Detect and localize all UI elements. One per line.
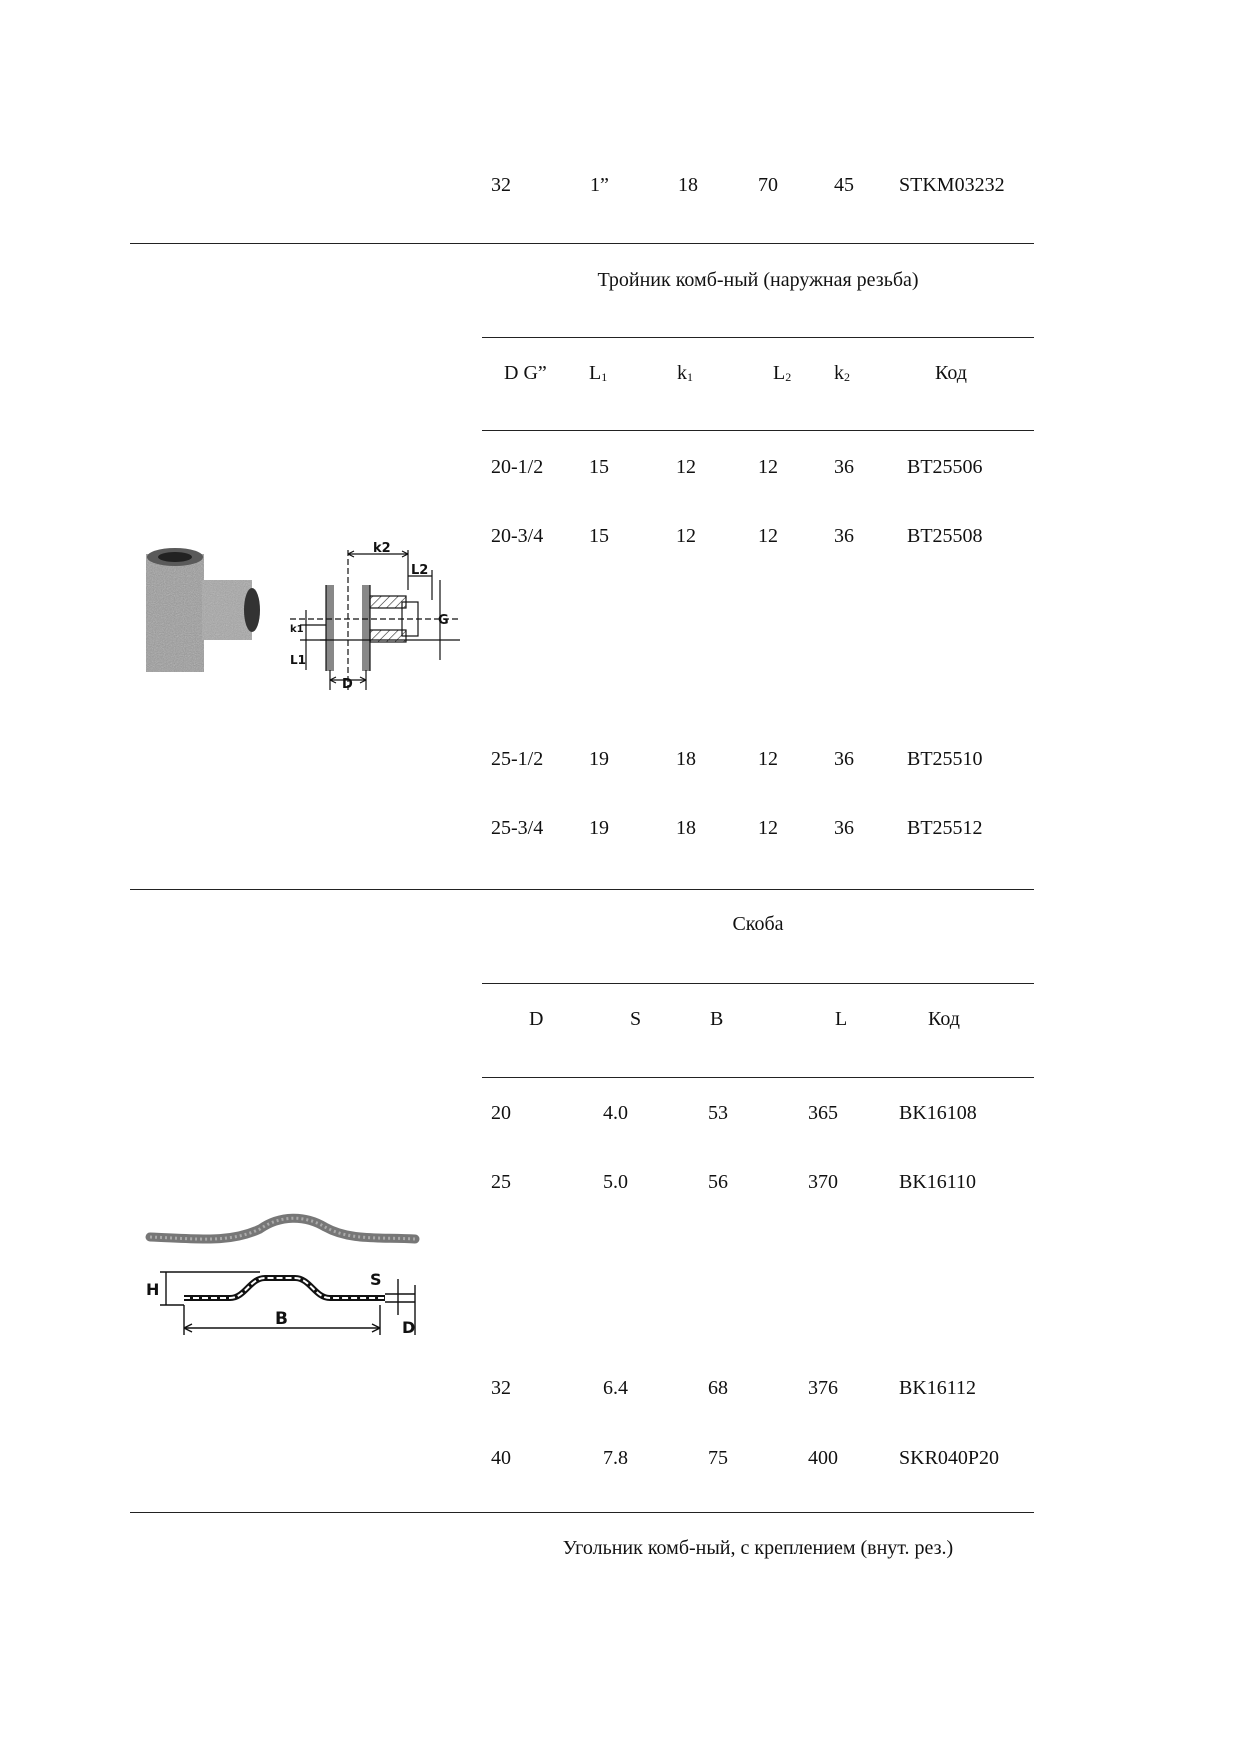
cell: 19 [589,817,609,839]
header-cell: Код [928,1008,960,1030]
cell: 36 [834,817,854,839]
section-title-elbow: Угольник комб-ный, с креплением (внут. рез.) [562,1537,954,1559]
cell: BT25506 [907,456,983,478]
cell: 1” [590,174,609,196]
section-divider [130,889,1034,890]
header-cell: $k_1$ [677,362,693,384]
d-label: D [342,677,353,692]
cell: 68 [708,1377,728,1399]
header-cell: $L_2$ [773,362,792,384]
header-cell: B [710,1008,724,1030]
h-label: H [146,1280,160,1299]
l1-label: L1 [290,653,306,667]
cell: BT25508 [907,525,983,547]
header-cell: $k_2$ [834,362,850,384]
cell: 18 [678,174,698,196]
tee-illustration [140,540,480,715]
l2-label: L2 [411,563,429,578]
header-cell: D [529,1008,544,1030]
section-title-clip: Скоба [732,913,784,935]
cell: 40 [491,1447,511,1469]
cell: BT25510 [907,748,983,770]
k2-label: k2 [373,541,391,556]
clip-illustration [140,1205,440,1355]
header-cell: $L_1$ [589,362,608,384]
cell: 36 [834,748,854,770]
cell: 6.4 [603,1377,628,1399]
cell: BK16110 [899,1171,977,1193]
g-label: G [438,613,449,628]
cell: 15 [589,456,609,478]
cell: 18 [676,748,696,770]
cell: STKM03232 [899,174,1005,196]
cell: 12 [758,748,778,770]
cell: 20 [491,1102,511,1124]
cell: 25-3/4 [491,817,544,839]
cell: 400 [808,1447,838,1469]
b-label: B [275,1309,288,1329]
cell: 45 [834,174,854,196]
cell: 25-1/2 [491,748,544,770]
cell: 36 [834,525,854,547]
header-cell: L [835,1008,848,1030]
cell: 376 [808,1377,838,1399]
cell: BK16108 [899,1102,977,1124]
section-title-tee: Тройник комб-ный (наружная резьба) [597,269,919,291]
cell: 12 [758,817,778,839]
cell: 7.8 [603,1447,628,1469]
cell: 20-1/2 [491,456,544,478]
header-cell: Код [935,362,967,384]
header-cell: S [630,1008,642,1030]
cell: 12 [676,456,696,478]
header-rule [482,430,1034,431]
cell: 5.0 [603,1171,628,1193]
cell: 12 [676,525,696,547]
tee-photo [146,548,260,672]
cell: 25 [491,1171,511,1193]
cell: 53 [708,1102,728,1124]
cell: SKR040P20 [899,1447,1000,1469]
clip-photo [150,1218,415,1239]
section-divider [130,243,1034,244]
cell: 32 [491,1377,511,1399]
cell: 18 [676,817,696,839]
cell: 70 [758,174,778,196]
cell: 12 [758,525,778,547]
cell: 32 [491,174,511,196]
header-rule [482,1077,1034,1078]
cell: 4.0 [603,1102,628,1124]
cell: 75 [708,1447,728,1469]
cell: BK16112 [899,1377,977,1399]
cell: 19 [589,748,609,770]
cell: 12 [758,456,778,478]
header-cell: D G” [504,362,547,384]
header-rule [482,337,1034,338]
cell: 20-3/4 [491,525,544,547]
k1-label: k1 [290,624,304,635]
cell: 36 [834,456,854,478]
s-label: S [370,1270,382,1289]
cell: 365 [808,1102,838,1124]
cell: 370 [808,1171,838,1193]
tee-drawing [290,550,460,690]
header-rule [482,983,1034,984]
cell: 15 [589,525,609,547]
d-label: D [402,1318,416,1337]
section-divider [130,1512,1034,1513]
cell: 56 [708,1171,728,1193]
cell: BT25512 [907,817,983,839]
